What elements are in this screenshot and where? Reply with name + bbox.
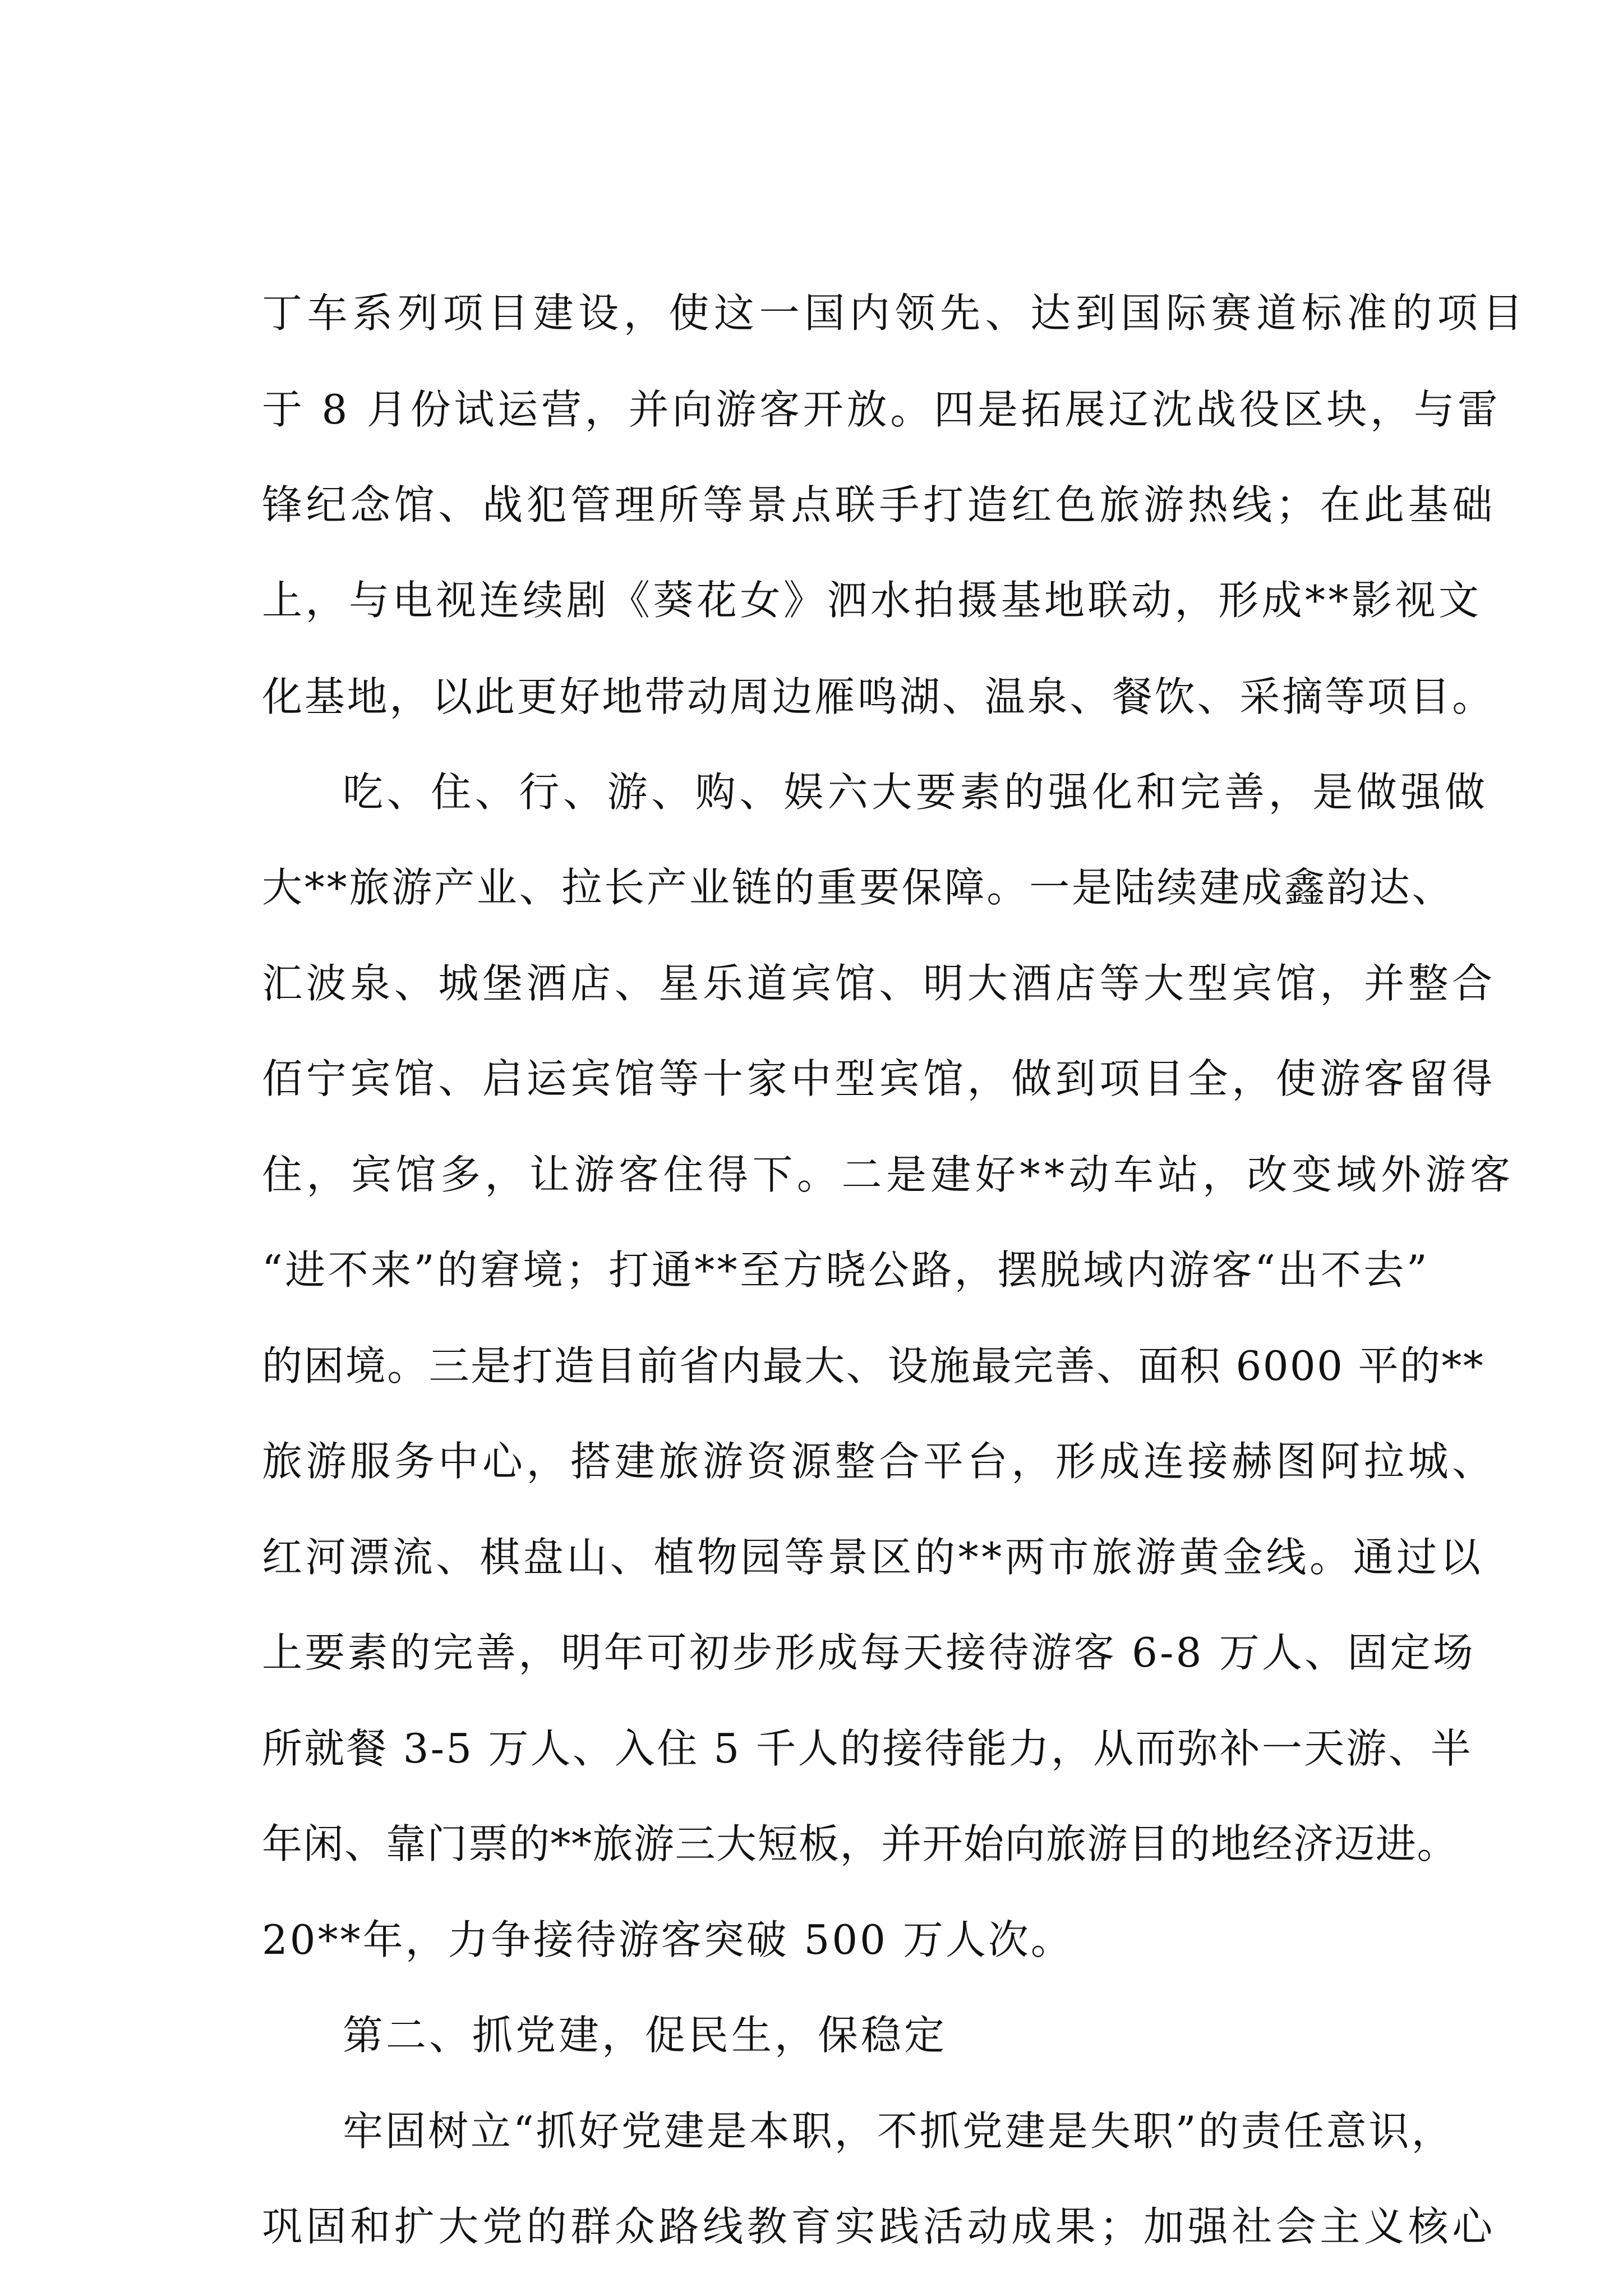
body-line: 锋纪念馆、战犯管理所等景点联手打造红色旅游热线；在此基础 <box>262 481 1496 528</box>
body-line: 红河漂流、棋盘山、植物园等景区的**两市旅游黄金线。通过以 <box>262 1534 1484 1581</box>
body-line: 吃、住、行、游、购、娱六大要素的强化和完善，是做强做 <box>343 769 1489 816</box>
body-line: 旅游服务中心，搭建旅游资源整合平台，形成连接赫图阿拉城、 <box>262 1438 1496 1485</box>
body-line: 于 8 月份试运营，并向游客开放。四是拓展辽沈战役区块，与雷 <box>262 386 1501 433</box>
body-line: 牢固树立“抓好党建是本职，不抓党建是失职”的责任意识， <box>343 2108 1454 2155</box>
body-line: “进不来”的窘境；打通**至方晓公路，摆脱域内游客“出不去” <box>262 1246 1430 1294</box>
body-line: 丁车系列项目建设，使这一国内领先、达到国际赛道标准的项目 <box>262 289 1528 337</box>
body-line: 所就餐 3-5 万人、入住 5 千人的接待能力，从而弥补一天游、半 <box>262 1725 1473 1772</box>
body-line: 上，与电视连续剧《葵花女》泗水拍摄基地联动，形成**影视文 <box>262 577 1482 624</box>
body-line: 佰宁宾馆、启运宾馆等十家中型宾馆，做到项目全，使游客留得 <box>262 1055 1496 1102</box>
body-line: 汇波泉、城堡酒店、星乐道宾馆、明大酒店等大型宾馆，并整合 <box>262 960 1496 1007</box>
body-line: 大**旅游产业、拉长产业链的重要保障。一是陆续建成鑫韵达、 <box>262 864 1455 911</box>
body-line: 年闲、靠门票的**旅游三大短板，并开始向旅游目的地经济迈进。 <box>262 1820 1459 1867</box>
section-heading: 第二、抓党建，促民生，保稳定 <box>343 2012 948 2059</box>
body-line: 住，宾馆多，让游客住得下。二是建好**动车站，改变域外游客 <box>262 1151 1515 1198</box>
body-line: 化基地，以此更好地带动周边雁鸣湖、温泉、餐饮、采摘等项目。 <box>262 673 1495 720</box>
body-line: 的困境。三是打造目前省内最大、设施最完善、面积 6000 平的** <box>262 1342 1485 1389</box>
body-line: 20**年，力争接待游客突破 500 万人次。 <box>262 1916 1073 1963</box>
body-line: 上要素的完善，明年可初步形成每天接待游客 6-8 万人、固定场 <box>262 1629 1476 1676</box>
body-line: 巩固和扩大党的群众路线教育实践活动成果；加强社会主义核心 <box>262 2203 1496 2250</box>
